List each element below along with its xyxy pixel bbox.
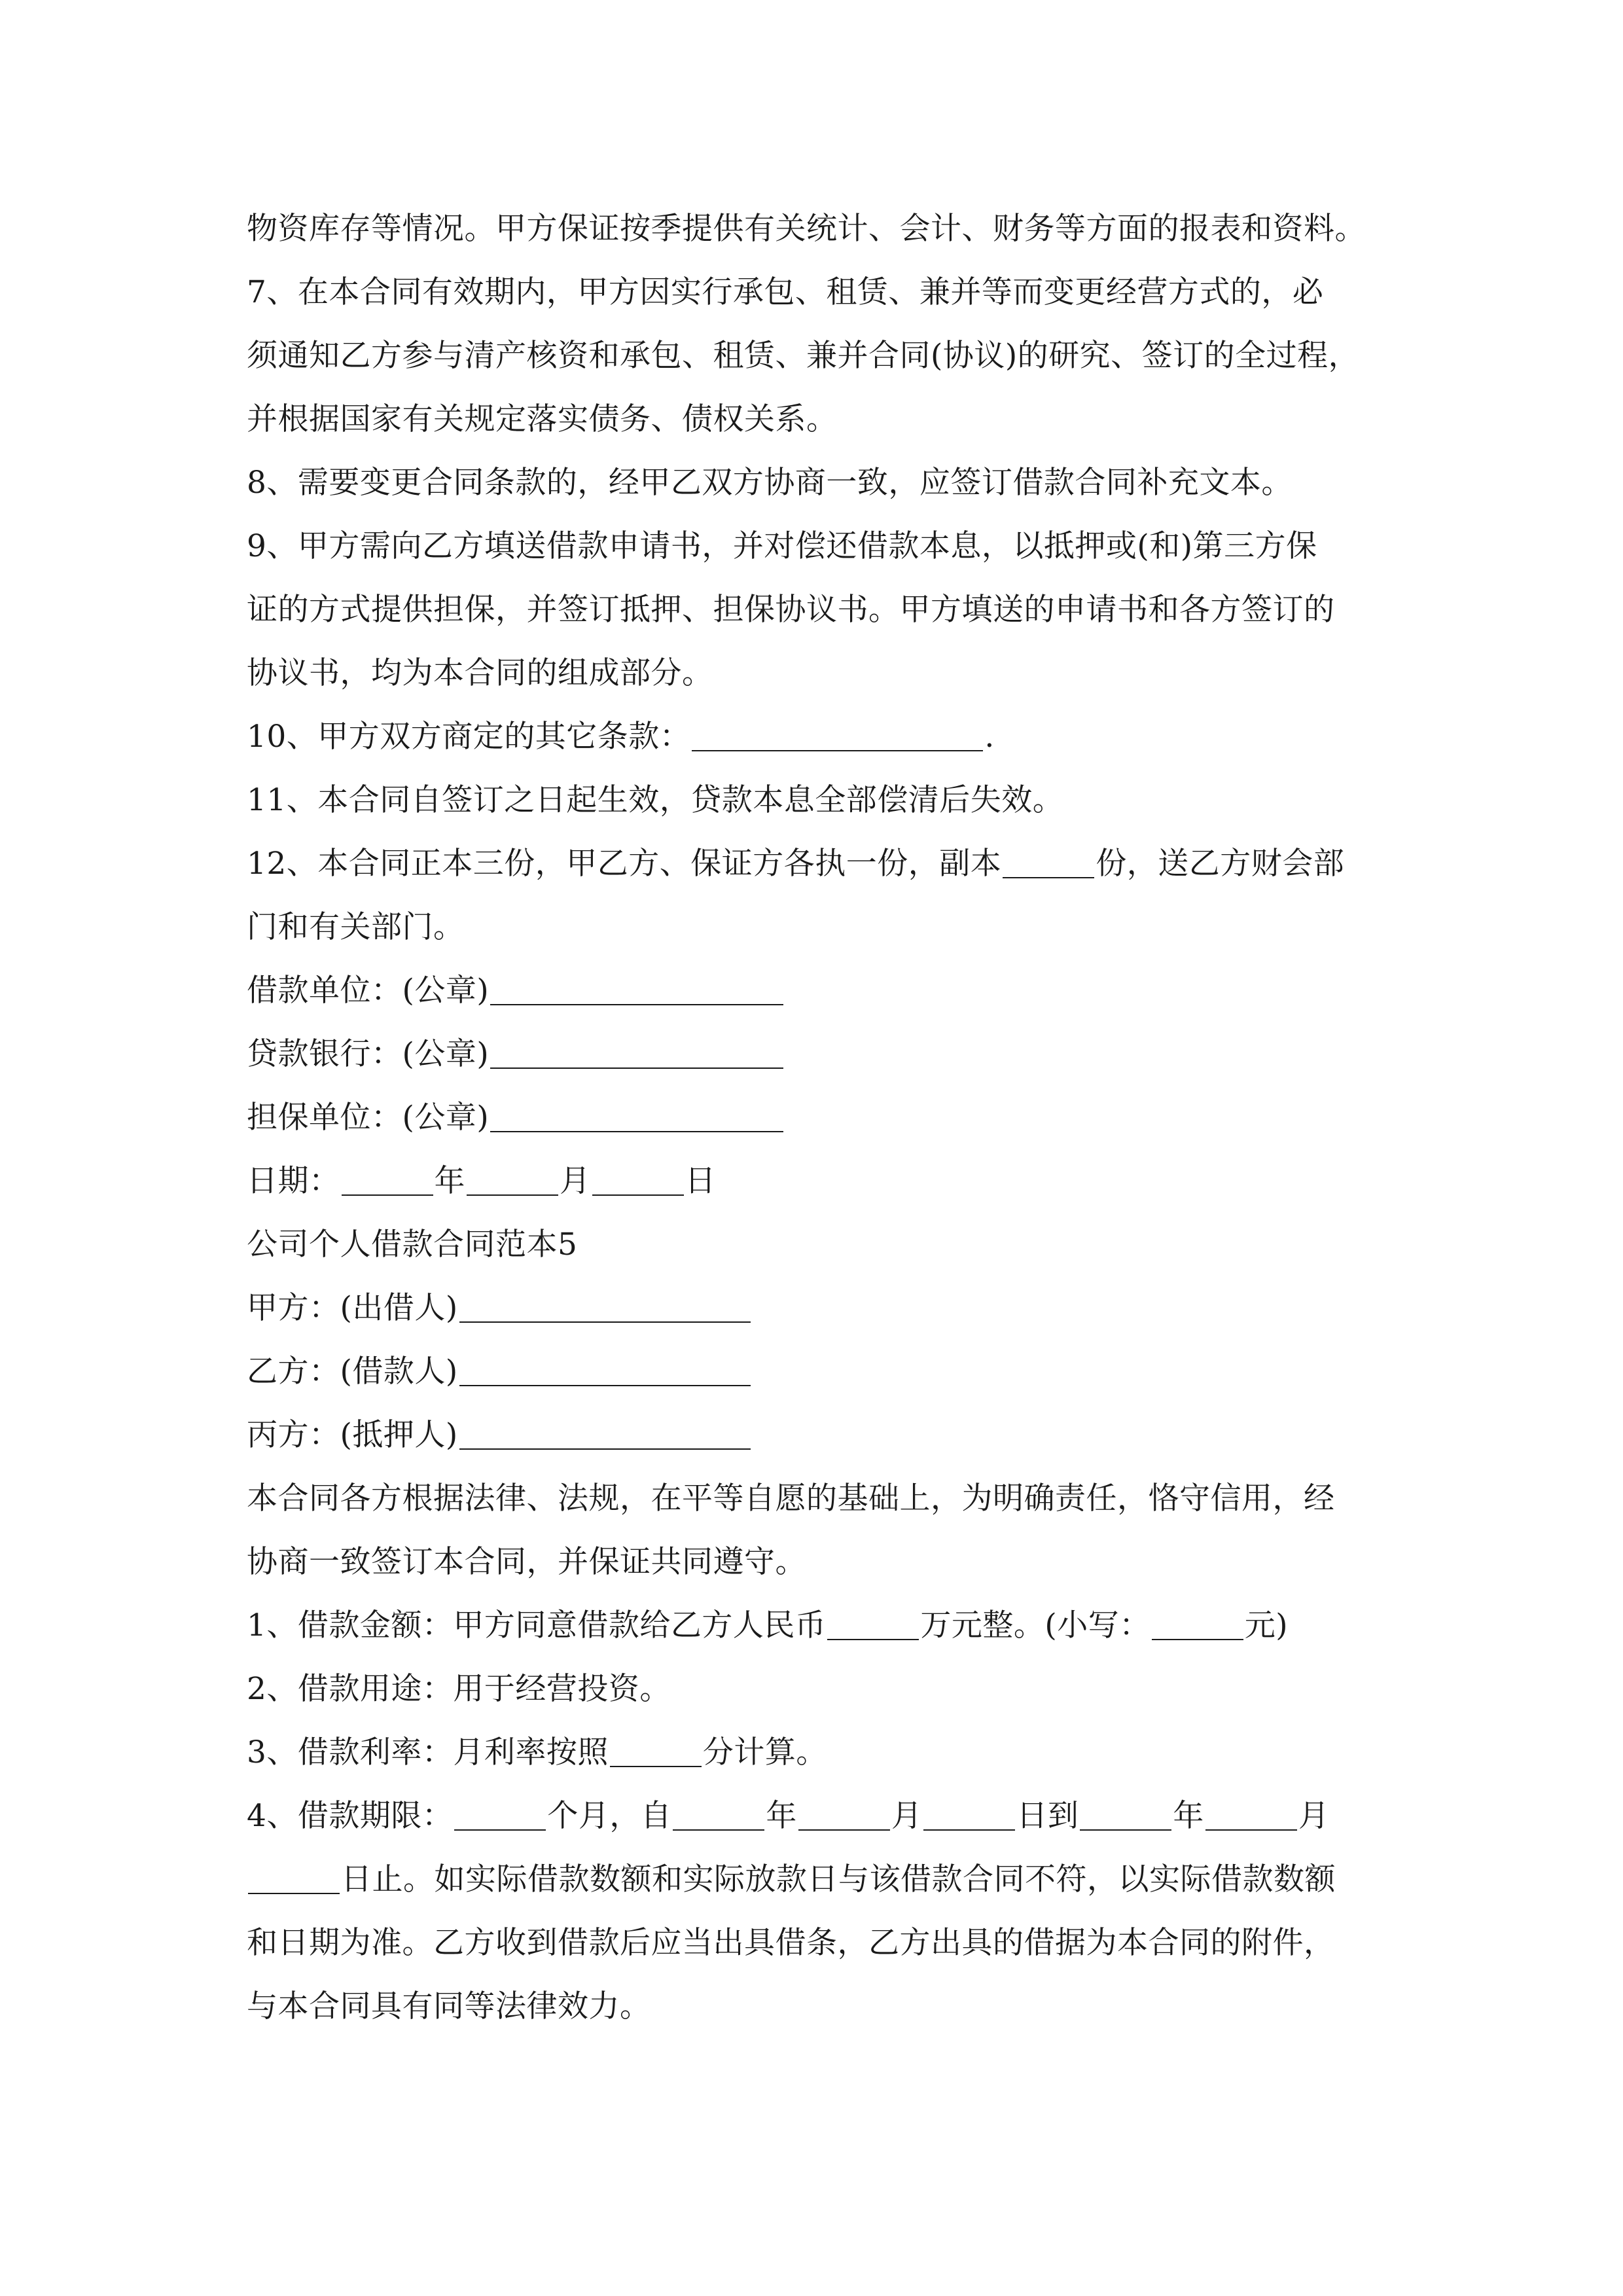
fill-blank <box>1080 1790 1171 1831</box>
text: 个月，自 <box>547 1798 672 1834</box>
text: 年 <box>434 1163 465 1199</box>
text: 12、本合同正本三份，甲乙方、保证方各执一份，副本 <box>247 846 1002 882</box>
text: 月 <box>560 1163 591 1199</box>
text: 11、本合同自签订之日起生效，贷款本息全部偿清后失效。 <box>247 782 1064 818</box>
text: 9、甲方需向乙方填送借款申请书，并对偿还借款本息，以抵押或(和)第三方保 <box>247 528 1317 564</box>
paragraph-line <box>247 711 995 763</box>
signature-line <box>247 1028 785 1081</box>
text: 10、甲方双方商定的其它条款： <box>247 719 691 755</box>
text: 和日期为准。乙方收到借款后应当出具借条，乙方出具的借据为本合同的附件， <box>247 1925 1335 1961</box>
paragraph-line <box>247 1600 1288 1652</box>
text: 丙方：(抵押人) <box>247 1417 458 1453</box>
text: 份，送乙方财会部 <box>1096 846 1345 882</box>
fill-blank <box>490 1092 783 1132</box>
text: 7、在本合同有效期内，甲方因实行承包、租赁、兼并等而变更经营方式的，必 <box>247 274 1324 310</box>
fill-blank <box>490 965 783 1005</box>
text: 公司个人借款合同范本5 <box>247 1227 578 1263</box>
party-line <box>247 1409 752 1462</box>
fill-blank <box>467 1155 558 1196</box>
fill-blank <box>798 1790 890 1831</box>
paragraph-line <box>247 1854 1336 1906</box>
text: 须通知乙方参与清产核资和承包、租赁、兼并合同(协议)的研究、签订的全过程， <box>247 338 1360 374</box>
fill-blank <box>459 1346 751 1386</box>
fill-blank <box>459 1409 751 1450</box>
fill-blank <box>673 1790 764 1831</box>
text: 3、借款利率：月利率按照 <box>247 1734 609 1770</box>
paragraph-line <box>247 774 1063 827</box>
fill-blank <box>1152 1600 1243 1640</box>
paragraph-line <box>247 838 1344 890</box>
paragraph-line <box>247 1663 671 1715</box>
signature-line <box>247 965 785 1017</box>
text: 月 <box>1298 1798 1330 1834</box>
party-line <box>247 1346 752 1398</box>
text: 月 <box>891 1798 923 1834</box>
text: 担保单位：(公章) <box>247 1100 490 1136</box>
text: 分计算。 <box>702 1734 827 1770</box>
fill-blank <box>490 1028 783 1069</box>
text: 年 <box>1173 1798 1204 1834</box>
paragraph-line <box>247 901 465 954</box>
text: 甲方：(出借人) <box>247 1290 458 1326</box>
text: 8、需要变更合同条款的，经甲乙双方协商一致，应签订借款合同补充文本。 <box>247 465 1293 501</box>
fill-blank <box>592 1155 684 1196</box>
text: 1、借款金额：甲方同意借款给乙方人民币 <box>247 1607 827 1643</box>
paragraph-line <box>247 1727 827 1779</box>
paragraph-line <box>247 584 1335 636</box>
text: 日止。如实际借款数额和实际放款日与该借款合同不符，以实际借款数额 <box>341 1861 1336 1897</box>
paragraph-line <box>247 647 713 700</box>
fill-blank <box>827 1600 919 1640</box>
text: 本合同各方根据法律、法规，在平等自愿的基础上，为明确责任，恪守信用，经 <box>247 1480 1335 1516</box>
paragraph-line <box>247 203 1366 255</box>
paragraph-line <box>247 1981 651 2033</box>
paragraph-line <box>247 1917 1335 1969</box>
fill-blank <box>923 1790 1015 1831</box>
fill-blank <box>1003 838 1094 878</box>
text: 贷款银行：(公章) <box>247 1036 490 1072</box>
fill-blank <box>248 1854 340 1894</box>
paragraph-line <box>247 1473 1335 1525</box>
text: . <box>984 719 995 755</box>
text: 证的方式提供担保，并签订抵押、担保协议书。甲方填送的申请书和各方签订的 <box>247 592 1335 628</box>
text: 协商一致签订本合同，并保证共同遵守。 <box>247 1544 806 1580</box>
text: 门和有关部门。 <box>247 909 465 945</box>
text: 日 <box>685 1163 716 1199</box>
fill-blank <box>610 1727 702 1767</box>
text: 并根据国家有关规定落实债务、债权关系。 <box>247 401 838 437</box>
paragraph-line <box>247 520 1317 573</box>
fill-blank <box>454 1790 546 1831</box>
fill-blank <box>692 711 983 751</box>
fill-blank <box>1205 1790 1297 1831</box>
section-title <box>247 1219 577 1271</box>
text: 2、借款用途：用于经营投资。 <box>247 1671 671 1707</box>
text: 乙方：(借款人) <box>247 1354 458 1390</box>
text: 万元整。(小写： <box>920 1607 1150 1643</box>
text: 日到 <box>1016 1798 1079 1834</box>
text: 物资库存等情况。甲方保证按季提供有关统计、会计、财务等方面的报表和资料。 <box>247 211 1366 247</box>
text: 4、借款期限： <box>247 1798 454 1834</box>
party-line <box>247 1282 752 1335</box>
text: 元) <box>1244 1607 1289 1643</box>
paragraph-line <box>247 457 1293 509</box>
paragraph-line <box>247 330 1359 382</box>
text: 年 <box>766 1798 797 1834</box>
text: 借款单位：(公章) <box>247 973 490 1009</box>
text: 与本合同具有同等法律效力。 <box>247 1988 651 2024</box>
paragraph-line <box>247 266 1323 319</box>
text: 日期： <box>247 1163 340 1199</box>
paragraph-line <box>247 1536 806 1588</box>
paragraph-line <box>247 393 838 446</box>
signature-line <box>247 1092 785 1144</box>
date-line <box>247 1155 716 1208</box>
paragraph-line <box>247 1790 1329 1842</box>
text: 协议书，均为本合同的组成部分。 <box>247 655 713 691</box>
fill-blank <box>342 1155 433 1196</box>
fill-blank <box>459 1282 751 1323</box>
